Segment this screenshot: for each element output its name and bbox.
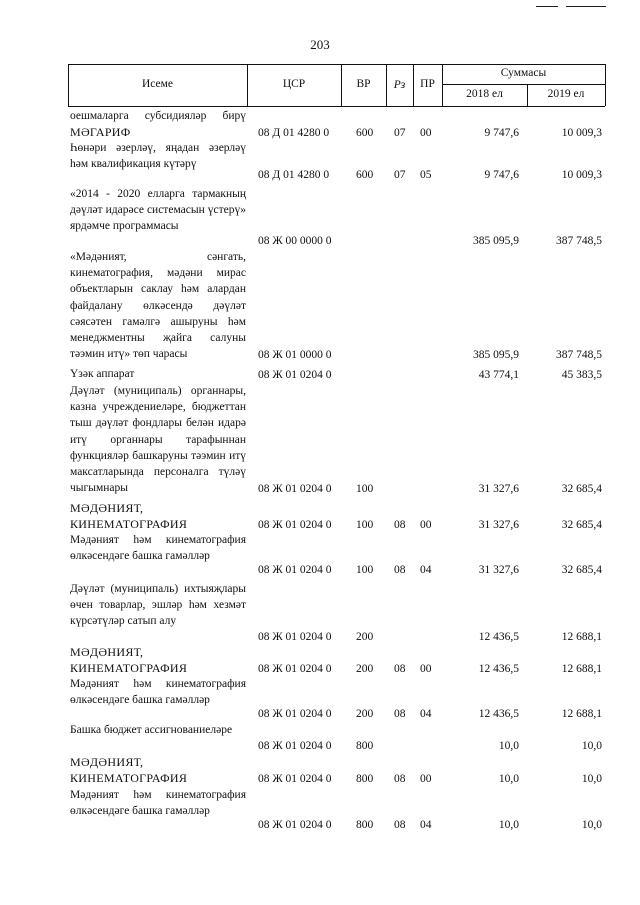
header-year-2019: 2019 ел (547, 88, 585, 100)
row-pr: 00 (420, 773, 432, 785)
row-vr: 800 (356, 773, 374, 785)
row-sum-2019: 12 688,1 (561, 663, 602, 675)
row-pr: 04 (420, 819, 432, 831)
table-row (0, 787, 640, 833)
row-name: Башка бюджет ассигнованиеләре (70, 724, 233, 736)
row-sum-2019: 10,0 (581, 819, 602, 831)
row-name: Дәүләт (муниципаль) ихтыяҗлары өчен товарлар, эшләр һәм хезмәт күрсәтүләр сатып алу (70, 583, 246, 628)
row-name: «2014 - 2020 елларга тармакның дәүләт идарәсе системасын үстерү» ярдәмче программасы (70, 188, 246, 233)
row-csr: 08 Ж 01 0204 0 (258, 663, 332, 675)
row-name: Үзәк аппарат (70, 368, 135, 380)
row-csr: 08 Ж 01 0204 0 (258, 631, 332, 643)
row-csr: 08 Д 01 4280 0 (258, 127, 330, 139)
header-vr: ВР (356, 78, 371, 90)
row-vr: 200 (356, 631, 374, 643)
row-sum-2018: 10,0 (498, 773, 519, 785)
row-csr: 08 Ж 01 0204 0 (258, 773, 332, 785)
table-row (0, 249, 640, 363)
row-sum-2019: 32 685,4 (561, 564, 602, 576)
row-sum-2019: 12 688,1 (561, 708, 602, 720)
table-row (0, 366, 640, 383)
row-rz: 08 (394, 773, 406, 785)
row-sum-2018: 10,0 (498, 740, 519, 752)
corner-line (566, 6, 606, 7)
row-rz: 07 (394, 127, 406, 139)
row-vr: 100 (356, 519, 374, 531)
table-row (0, 140, 640, 187)
row-sum-2018: 31 327,6 (478, 519, 519, 531)
header-rz: Рз (393, 79, 406, 91)
header-top-border (68, 64, 605, 65)
row-sum-2018: 31 327,6 (478, 483, 519, 495)
row-csr: 08 Ж 01 0204 0 (258, 369, 332, 381)
row-sum-2018: 9 747,6 (484, 127, 519, 139)
row-vr: 200 (356, 663, 374, 675)
row-sum-2019: 12 688,1 (561, 631, 602, 643)
row-sum-2019: 10,0 (581, 773, 602, 785)
row-vr: 600 (356, 169, 374, 181)
header-year-2018: 2018 ел (466, 88, 503, 100)
row-sum-2018: 10,0 (498, 819, 519, 831)
row-vr: 800 (356, 819, 374, 831)
row-csr: 08 Д 01 4280 0 (258, 169, 330, 181)
row-csr: 08 Ж 01 0000 0 (258, 349, 332, 361)
row-name: Мәдәният һәм кинематография өлкәсендәге башка гамәлләр (70, 678, 246, 707)
table-row (0, 124, 640, 141)
table-row (0, 676, 640, 722)
row-sum-2018: 43 774,1 (478, 369, 519, 381)
table-row (0, 644, 640, 677)
row-rz: 08 (394, 708, 406, 720)
row-pr: 04 (420, 564, 432, 576)
table-row (0, 383, 640, 497)
row-sum-2018: 12 436,5 (478, 631, 519, 643)
page-number: 203 (310, 37, 330, 52)
row-csr: 08 Ж 01 0204 0 (258, 519, 332, 531)
row-name: Һөнәри әзерләү, яңадан әзерләү һәм квалификация күтәрү (70, 142, 246, 171)
header-sums-divider (442, 84, 605, 85)
row-csr: 08 Ж 00 0000 0 (258, 235, 332, 247)
table-row (0, 108, 640, 125)
row-name: МӘДӘНИЯТ, КИНЕМАТОГРАФИЯ (70, 501, 188, 532)
row-name: оешмаларга субсидияләр бирү (70, 110, 246, 122)
row-sum-2018: 31 327,6 (478, 564, 519, 576)
table-row (0, 532, 640, 578)
row-pr: 04 (420, 708, 432, 720)
row-sum-2018: 385 095,9 (473, 235, 519, 247)
row-pr: 05 (420, 169, 432, 181)
row-sum-2019: 10 009,3 (561, 169, 602, 181)
row-sum-2018: 385 095,9 (473, 349, 519, 361)
table-row (0, 186, 640, 249)
header-name: Исеме (141, 78, 174, 90)
row-rz: 08 (394, 519, 406, 531)
header-divider (605, 64, 606, 106)
row-rz: 08 (394, 819, 406, 831)
row-sum-2018: 9 747,6 (484, 169, 519, 181)
row-rz: 07 (394, 169, 406, 181)
row-vr: 100 (356, 483, 374, 495)
row-name: МӘДӘНИЯТ, КИНЕМАТОГРАФИЯ (70, 755, 188, 786)
row-csr: 08 Ж 01 0204 0 (258, 740, 332, 752)
corner-line (536, 6, 558, 7)
row-vr: 100 (356, 564, 374, 576)
row-sum-2018: 12 436,5 (478, 663, 519, 675)
table-row (0, 754, 640, 787)
table-row (0, 581, 640, 645)
row-sum-2019: 10 009,3 (561, 127, 602, 139)
row-csr: 08 Ж 01 0204 0 (258, 483, 332, 495)
header-csr: ЦСР (282, 78, 306, 90)
row-sum-2019: 32 685,4 (561, 483, 602, 495)
row-pr: 00 (420, 519, 432, 531)
row-vr: 600 (356, 127, 374, 139)
header-pr: ПР (420, 78, 435, 90)
row-csr: 08 Ж 01 0204 0 (258, 564, 332, 576)
row-name: Дәүләт (муниципаль) органнары, казна учреждениеләре, бюджеттан тыш дәүләт фондлары белән идарә итү органнары тарафыннан функцияләр башкаруны тәэмин итү максатларында персоналга түләү чыгымнары (70, 385, 246, 495)
row-pr: 00 (420, 663, 432, 675)
row-sum-2019: 32 685,4 (561, 519, 602, 531)
row-sum-2019: 10,0 (581, 740, 602, 752)
row-name: МӘДӘНИЯТ, КИНЕМАТОГРАФИЯ (70, 645, 188, 676)
row-pr: 00 (420, 127, 432, 139)
row-name: Мәдәният һәм кинематография өлкәсендәге башка гамәлләр (70, 534, 246, 563)
row-name: МӘГАРИФ (70, 125, 131, 139)
row-name: Мәдәният һәм кинематография өлкәсендәге башка гамәлләр (70, 789, 246, 818)
table-row (0, 500, 640, 533)
table-row (0, 722, 640, 754)
row-sum-2019: 387 748,5 (556, 349, 602, 361)
row-csr: 08 Ж 01 0204 0 (258, 819, 332, 831)
row-vr: 200 (356, 708, 374, 720)
header-bottom-border (68, 106, 605, 107)
row-sum-2019: 387 748,5 (556, 235, 602, 247)
header-sums: Суммасы (500, 67, 547, 79)
row-name: «Мәдәният, сәнгать, кинематография, мәдәни мирас объектларын саклау һәм алардан файдалану өлкәсендә дәүләт сәясәтен гамәлгә ашыруны һәм менеджментны җайга салуны тәэмин итү» төп чарасы (70, 251, 246, 361)
row-vr: 800 (356, 740, 374, 752)
row-csr: 08 Ж 01 0204 0 (258, 708, 332, 720)
row-rz: 08 (394, 564, 406, 576)
row-sum-2018: 12 436,5 (478, 708, 519, 720)
row-rz: 08 (394, 663, 406, 675)
row-sum-2019: 45 383,5 (561, 369, 602, 381)
